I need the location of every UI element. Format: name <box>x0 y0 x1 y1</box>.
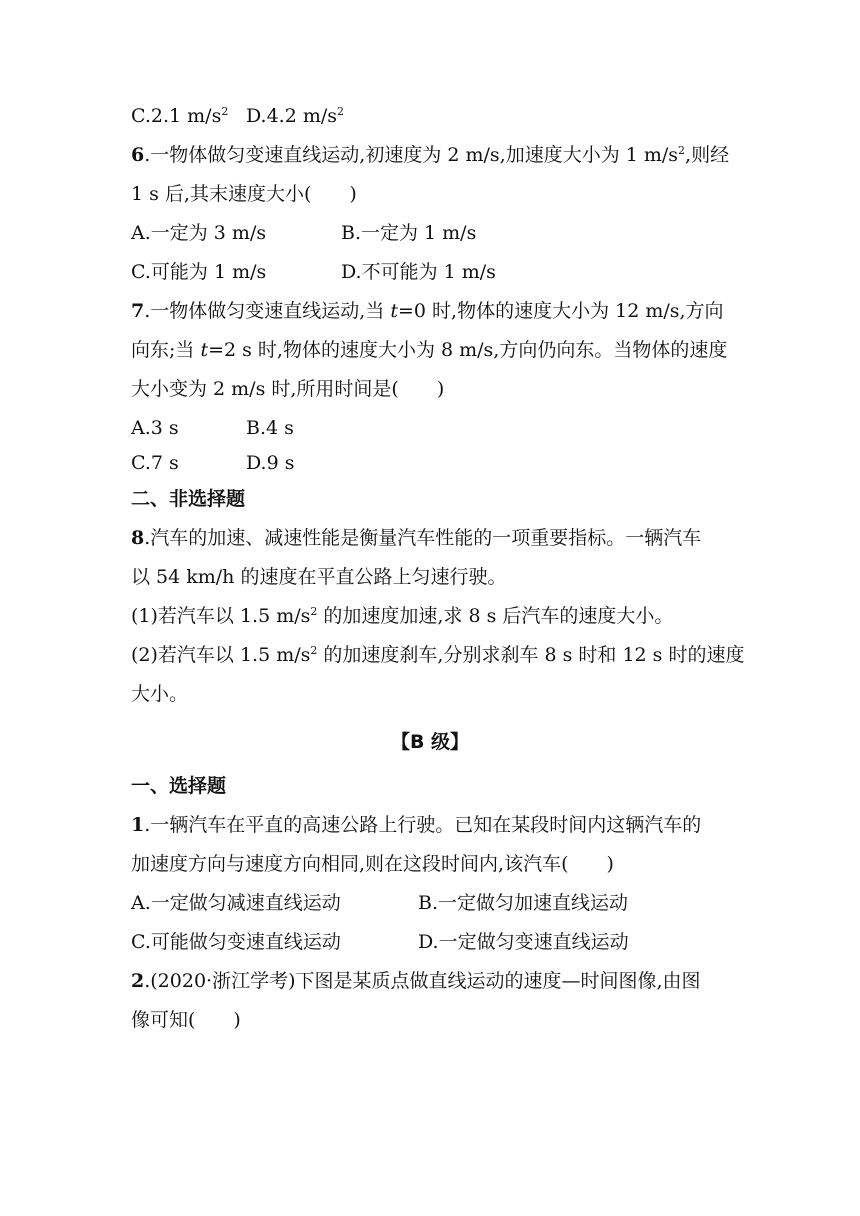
q8-stem-line1: 8.汽车的加速、减速性能是衡量汽车性能的一项重要指标。一辆汽车 <box>131 527 702 549</box>
q6-stem-line2: 1 s 后,其末速度大小( ) <box>131 183 357 205</box>
q7-option-c: C.7 s <box>131 452 179 474</box>
q5-option-c: C.2.1 $m/s^2$ <box>131 105 229 127</box>
q7-option-d: D.9 s <box>246 452 295 474</box>
q8-part1: (1)若汽车以 1.5 $m/s^2$ 的加速度加速,求 8 s 后汽车的速度大小。 <box>131 605 674 627</box>
q8-stem-line2: 以 54 km/h 的速度在平直公路上匀速行驶。 <box>131 566 507 588</box>
b1-stem-line1: 1.一辆汽车在平直的高速公路上行驶。已知在某段时间内这辆汽车的 <box>131 814 702 836</box>
q7-option-a: A.3 s <box>131 417 179 439</box>
b1-option-b: B.一定做匀加速直线运动 <box>418 892 629 914</box>
q6-stem-line1: 6.一物体做匀变速直线运动,初速度为 2 m/s,加速度大小为 1 $m/s^2$,则经 <box>131 144 730 166</box>
b1-option-a: A.一定做匀减速直线运动 <box>131 892 341 914</box>
q7-stem-line2: 向东;当 t=2 s 时,物体的速度大小为 8 m/s,方向仍向东。当物体的速度 <box>131 339 728 361</box>
b1-stem-line2: 加速度方向与速度方向相同,则在这段时间内,该汽车( ) <box>131 853 614 875</box>
q8-part2-line1: (2)若汽车以 1.5 $m/s^2$ 的加速度刹车,分别求刹车 8 s 时和 12 s 时的速度 <box>131 644 745 666</box>
b2-stem-line2: 像可知( ) <box>131 1009 241 1031</box>
q6-option-d: D.不可能为 1 m/s <box>341 261 496 283</box>
q6-option-b: B.一定为 1 m/s <box>341 222 477 244</box>
level-b-heading: 【B 级】 <box>390 731 470 753</box>
q7-stem-line1: 7.一物体做匀变速直线运动,当 t=0 时,物体的速度大小为 12 m/s,方向 <box>131 300 724 322</box>
q7-option-b: B.4 s <box>246 417 294 439</box>
q8-part2-line2: 大小。 <box>131 683 189 705</box>
b1-option-c: C.可能做匀变速直线运动 <box>131 931 341 953</box>
b1-option-d: D.一定做匀变速直线运动 <box>418 931 629 953</box>
b2-stem-line1: 2.(2020·浙江学考)下图是某质点做直线运动的速度—时间图像,由图 <box>131 970 701 992</box>
section-heading-nonchoice: 二、非选择题 <box>131 488 246 510</box>
q6-option-a: A.一定为 3 m/s <box>131 222 267 244</box>
q7-stem-line3: 大小变为 2 m/s 时,所用时间是( ) <box>131 378 445 400</box>
section-heading-choice: 一、选择题 <box>131 775 227 797</box>
q5-option-d: D.4.2 $m/s^2$ <box>246 105 345 127</box>
q6-option-c: C.可能为 1 m/s <box>131 261 267 283</box>
